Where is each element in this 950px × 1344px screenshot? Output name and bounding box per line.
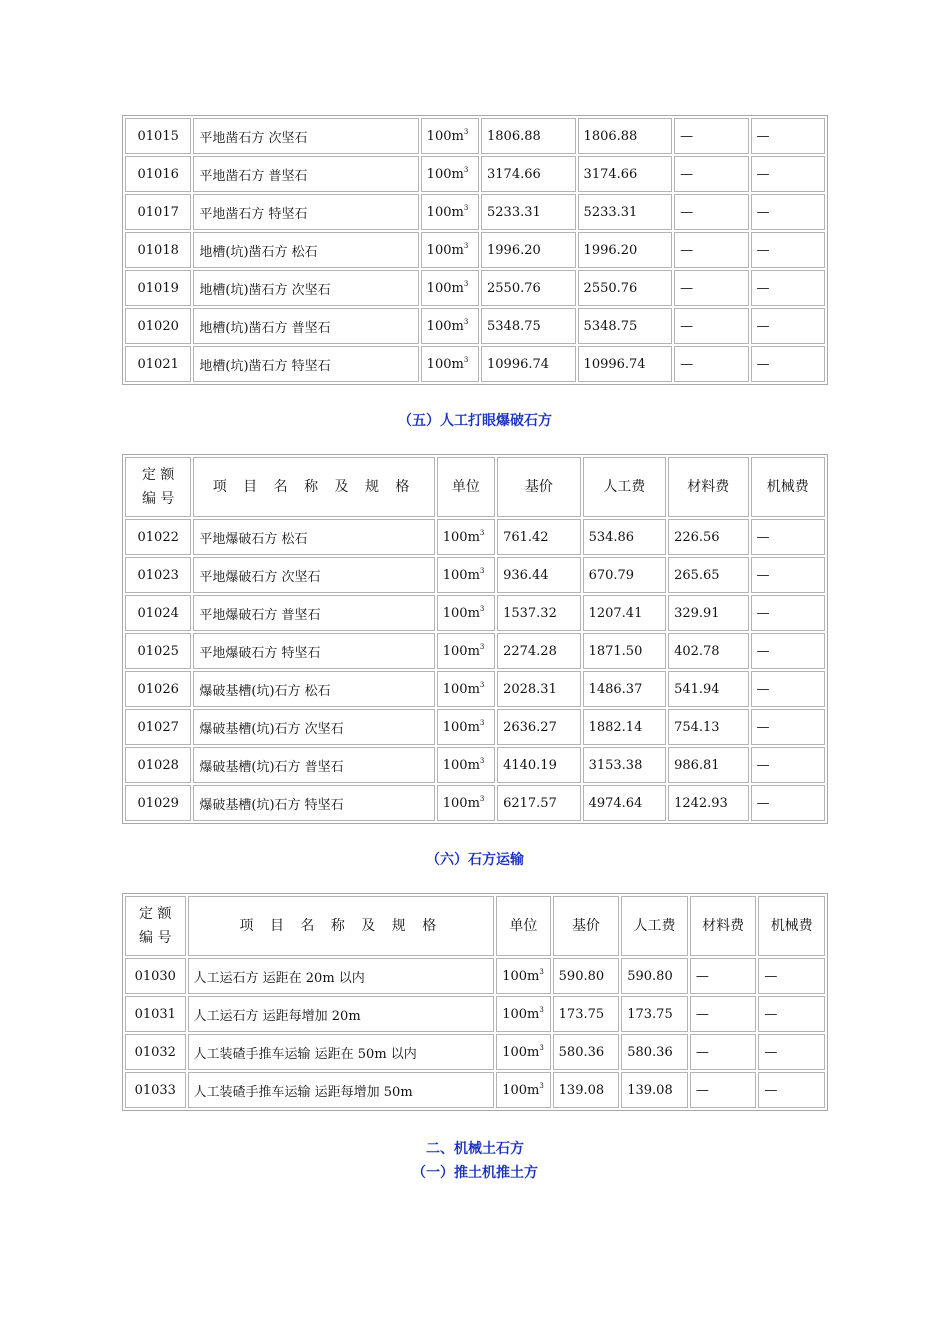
name-cell: 地槽(坑)凿石方 特坚石 (193, 346, 418, 382)
header-machine-cost: 机械费 (758, 896, 825, 956)
unit-cell: $100m^3$ (421, 118, 479, 154)
labor-cost-cell: 1207.41 (583, 595, 666, 631)
unit-cell: $100m^3$ (437, 671, 495, 707)
machine-cost-cell: — (751, 308, 825, 344)
section-heading-machinery: 二、机械土石方 (426, 1141, 524, 1157)
labor-cost-cell: 2550.76 (578, 270, 673, 306)
table-row (125, 633, 825, 669)
code-cell: 01033 (125, 1072, 186, 1108)
table-row (125, 747, 825, 783)
base-price-cell: 6217.57 (497, 785, 580, 821)
table-row (125, 785, 825, 821)
table-row (125, 519, 825, 555)
machine-cost-cell: — (751, 519, 825, 555)
unit-cell: $100m^3$ (437, 519, 495, 555)
machine-cost-cell: — (751, 270, 825, 306)
header-unit: 单位 (437, 457, 495, 517)
machine-cost-cell: — (751, 194, 825, 230)
name-cell: 地槽(坑)凿石方 次坚石 (193, 270, 418, 306)
machine-cost-cell: — (751, 785, 825, 821)
base-price-cell: 2028.31 (497, 671, 580, 707)
section-heading-transport: （六）石方运输 (426, 852, 524, 868)
code-cell: 01030 (125, 958, 186, 994)
table-row (125, 194, 825, 230)
header-code: 定 额 编 号 (125, 457, 191, 517)
unit-cell: $100m^3$ (496, 958, 550, 994)
table-blasting-rock (122, 454, 828, 824)
header-unit: 单位 (496, 896, 550, 956)
table-rock-chiseling (122, 115, 828, 385)
material-cost-cell: 329.91 (668, 595, 748, 631)
base-price-cell: 1806.88 (481, 118, 576, 154)
material-cost-cell: — (674, 194, 748, 230)
machine-cost-cell: — (751, 346, 825, 382)
name-cell: 平地爆破石方 特坚石 (193, 633, 434, 669)
table-row (125, 346, 825, 382)
unit-cell: $100m^3$ (421, 346, 479, 382)
table-row (125, 595, 825, 631)
material-cost-cell: — (690, 958, 757, 994)
unit-cell: $100m^3$ (421, 308, 479, 344)
material-cost-cell: — (690, 996, 757, 1032)
header-labor-cost: 人工费 (621, 896, 688, 956)
machine-cost-cell: — (758, 958, 825, 994)
material-cost-cell: — (674, 156, 748, 192)
unit-cell: $100m^3$ (421, 156, 479, 192)
machine-cost-cell: — (751, 557, 825, 593)
labor-cost-cell: 1882.14 (583, 709, 666, 745)
base-price-cell: 10996.74 (481, 346, 576, 382)
code-cell: 01018 (125, 232, 191, 268)
table-row (125, 557, 825, 593)
code-cell: 01023 (125, 557, 191, 593)
name-cell: 平地爆破石方 次坚石 (193, 557, 434, 593)
name-cell: 平地凿石方 普坚石 (193, 156, 418, 192)
code-cell: 01021 (125, 346, 191, 382)
material-cost-cell: — (690, 1034, 757, 1070)
code-cell: 01029 (125, 785, 191, 821)
table-row (125, 958, 825, 994)
base-price-cell: 761.42 (497, 519, 580, 555)
header-machine-cost: 机械费 (751, 457, 825, 517)
machine-cost-cell: — (751, 633, 825, 669)
labor-cost-cell: 1806.88 (578, 118, 673, 154)
table-row (125, 232, 825, 268)
base-price-cell: 580.36 (553, 1034, 620, 1070)
code-cell: 01017 (125, 194, 191, 230)
material-cost-cell: 265.65 (668, 557, 748, 593)
unit-cell: $100m^3$ (421, 270, 479, 306)
base-price-cell: 173.75 (553, 996, 620, 1032)
material-cost-cell: 226.56 (668, 519, 748, 555)
name-cell: 爆破基槽(坑)石方 次坚石 (193, 709, 434, 745)
name-cell: 平地凿石方 次坚石 (193, 118, 418, 154)
section-heading-bulldozer: （一）推土机推土方 (412, 1165, 538, 1181)
base-price-cell: 139.08 (553, 1072, 620, 1108)
table-row (125, 308, 825, 344)
material-cost-cell: — (674, 118, 748, 154)
material-cost-cell: 402.78 (668, 633, 748, 669)
unit-cell: $100m^3$ (496, 1034, 550, 1070)
name-cell: 人工运石方 运距每增加 20m (188, 996, 495, 1032)
material-cost-cell: 1242.93 (668, 785, 748, 821)
name-cell: 人工装碴手推车运输 运距在 50m 以内 (188, 1034, 495, 1070)
table-row (125, 996, 825, 1032)
labor-cost-cell: 5348.75 (578, 308, 673, 344)
name-cell: 地槽(坑)凿石方 松石 (193, 232, 418, 268)
code-cell: 01015 (125, 118, 191, 154)
machine-cost-cell: — (751, 156, 825, 192)
labor-cost-cell: 1486.37 (583, 671, 666, 707)
name-cell: 人工运石方 运距在 20m 以内 (188, 958, 495, 994)
header-name: 项 目 名 称 及 规 格 (188, 896, 495, 956)
unit-cell: $100m^3$ (421, 232, 479, 268)
name-cell: 地槽(坑)凿石方 普坚石 (193, 308, 418, 344)
name-cell: 爆破基槽(坑)石方 松石 (193, 671, 434, 707)
name-cell: 平地爆破石方 普坚石 (193, 595, 434, 631)
table-rock-transport (122, 893, 828, 1111)
material-cost-cell: — (674, 270, 748, 306)
header-base-price: 基价 (497, 457, 580, 517)
header-code: 定 额 编 号 (125, 896, 186, 956)
code-cell: 01025 (125, 633, 191, 669)
name-cell: 爆破基槽(坑)石方 普坚石 (193, 747, 434, 783)
material-cost-cell: — (674, 346, 748, 382)
base-price-cell: 936.44 (497, 557, 580, 593)
unit-cell: $100m^3$ (496, 996, 550, 1032)
table-row (125, 671, 825, 707)
table-header-row (125, 457, 825, 517)
table-row (125, 270, 825, 306)
machine-cost-cell: — (751, 709, 825, 745)
name-cell: 平地爆破石方 松石 (193, 519, 434, 555)
base-price-cell: 1537.32 (497, 595, 580, 631)
labor-cost-cell: 173.75 (621, 996, 688, 1032)
section-heading-blasting: （五）人工打眼爆破石方 (398, 413, 552, 429)
table-row (125, 1034, 825, 1070)
base-price-cell: 5233.31 (481, 194, 576, 230)
unit-cell: $100m^3$ (437, 595, 495, 631)
code-cell: 01019 (125, 270, 191, 306)
code-cell: 01028 (125, 747, 191, 783)
table-header-row (125, 896, 825, 956)
machine-cost-cell: — (751, 747, 825, 783)
base-price-cell: 5348.75 (481, 308, 576, 344)
base-price-cell: 2274.28 (497, 633, 580, 669)
machine-cost-cell: — (758, 996, 825, 1032)
base-price-cell: 2550.76 (481, 270, 576, 306)
base-price-cell: 3174.66 (481, 156, 576, 192)
labor-cost-cell: 580.36 (621, 1034, 688, 1070)
header-base-price: 基价 (553, 896, 620, 956)
unit-cell: $100m^3$ (496, 1072, 550, 1108)
base-price-cell: 1996.20 (481, 232, 576, 268)
base-price-cell: 4140.19 (497, 747, 580, 783)
code-cell: 01022 (125, 519, 191, 555)
table-row (125, 709, 825, 745)
base-price-cell: 2636.27 (497, 709, 580, 745)
material-cost-cell: — (690, 1072, 757, 1108)
table-row (125, 156, 825, 192)
unit-cell: $100m^3$ (421, 194, 479, 230)
name-cell: 平地凿石方 特坚石 (193, 194, 418, 230)
labor-cost-cell: 10996.74 (578, 346, 673, 382)
material-cost-cell: 754.13 (668, 709, 748, 745)
header-material-cost: 材料费 (690, 896, 757, 956)
labor-cost-cell: 5233.31 (578, 194, 673, 230)
material-cost-cell: — (674, 308, 748, 344)
header-material-cost: 材料费 (668, 457, 748, 517)
code-cell: 01016 (125, 156, 191, 192)
unit-cell: $100m^3$ (437, 785, 495, 821)
labor-cost-cell: 3153.38 (583, 747, 666, 783)
unit-cell: $100m^3$ (437, 557, 495, 593)
header-name: 项 目 名 称 及 规 格 (193, 457, 434, 517)
table-row (125, 1072, 825, 1108)
code-cell: 01020 (125, 308, 191, 344)
code-cell: 01031 (125, 996, 186, 1032)
code-cell: 01027 (125, 709, 191, 745)
labor-cost-cell: 3174.66 (578, 156, 673, 192)
machine-cost-cell: — (751, 118, 825, 154)
code-cell: 01026 (125, 671, 191, 707)
labor-cost-cell: 590.80 (621, 958, 688, 994)
name-cell: 爆破基槽(坑)石方 特坚石 (193, 785, 434, 821)
material-cost-cell: 986.81 (668, 747, 748, 783)
base-price-cell: 590.80 (553, 958, 620, 994)
labor-cost-cell: 1996.20 (578, 232, 673, 268)
labor-cost-cell: 534.86 (583, 519, 666, 555)
machine-cost-cell: — (758, 1072, 825, 1108)
labor-cost-cell: 670.79 (583, 557, 666, 593)
header-labor-cost: 人工费 (583, 457, 666, 517)
unit-cell: $100m^3$ (437, 633, 495, 669)
labor-cost-cell: 1871.50 (583, 633, 666, 669)
material-cost-cell: — (674, 232, 748, 268)
labor-cost-cell: 4974.64 (583, 785, 666, 821)
code-cell: 01024 (125, 595, 191, 631)
machine-cost-cell: — (758, 1034, 825, 1070)
table-row (125, 118, 825, 154)
unit-cell: $100m^3$ (437, 709, 495, 745)
material-cost-cell: 541.94 (668, 671, 748, 707)
machine-cost-cell: — (751, 671, 825, 707)
machine-cost-cell: — (751, 595, 825, 631)
code-cell: 01032 (125, 1034, 186, 1070)
unit-cell: $100m^3$ (437, 747, 495, 783)
name-cell: 人工装碴手推车运输 运距每增加 50m (188, 1072, 495, 1108)
labor-cost-cell: 139.08 (621, 1072, 688, 1108)
machine-cost-cell: — (751, 232, 825, 268)
